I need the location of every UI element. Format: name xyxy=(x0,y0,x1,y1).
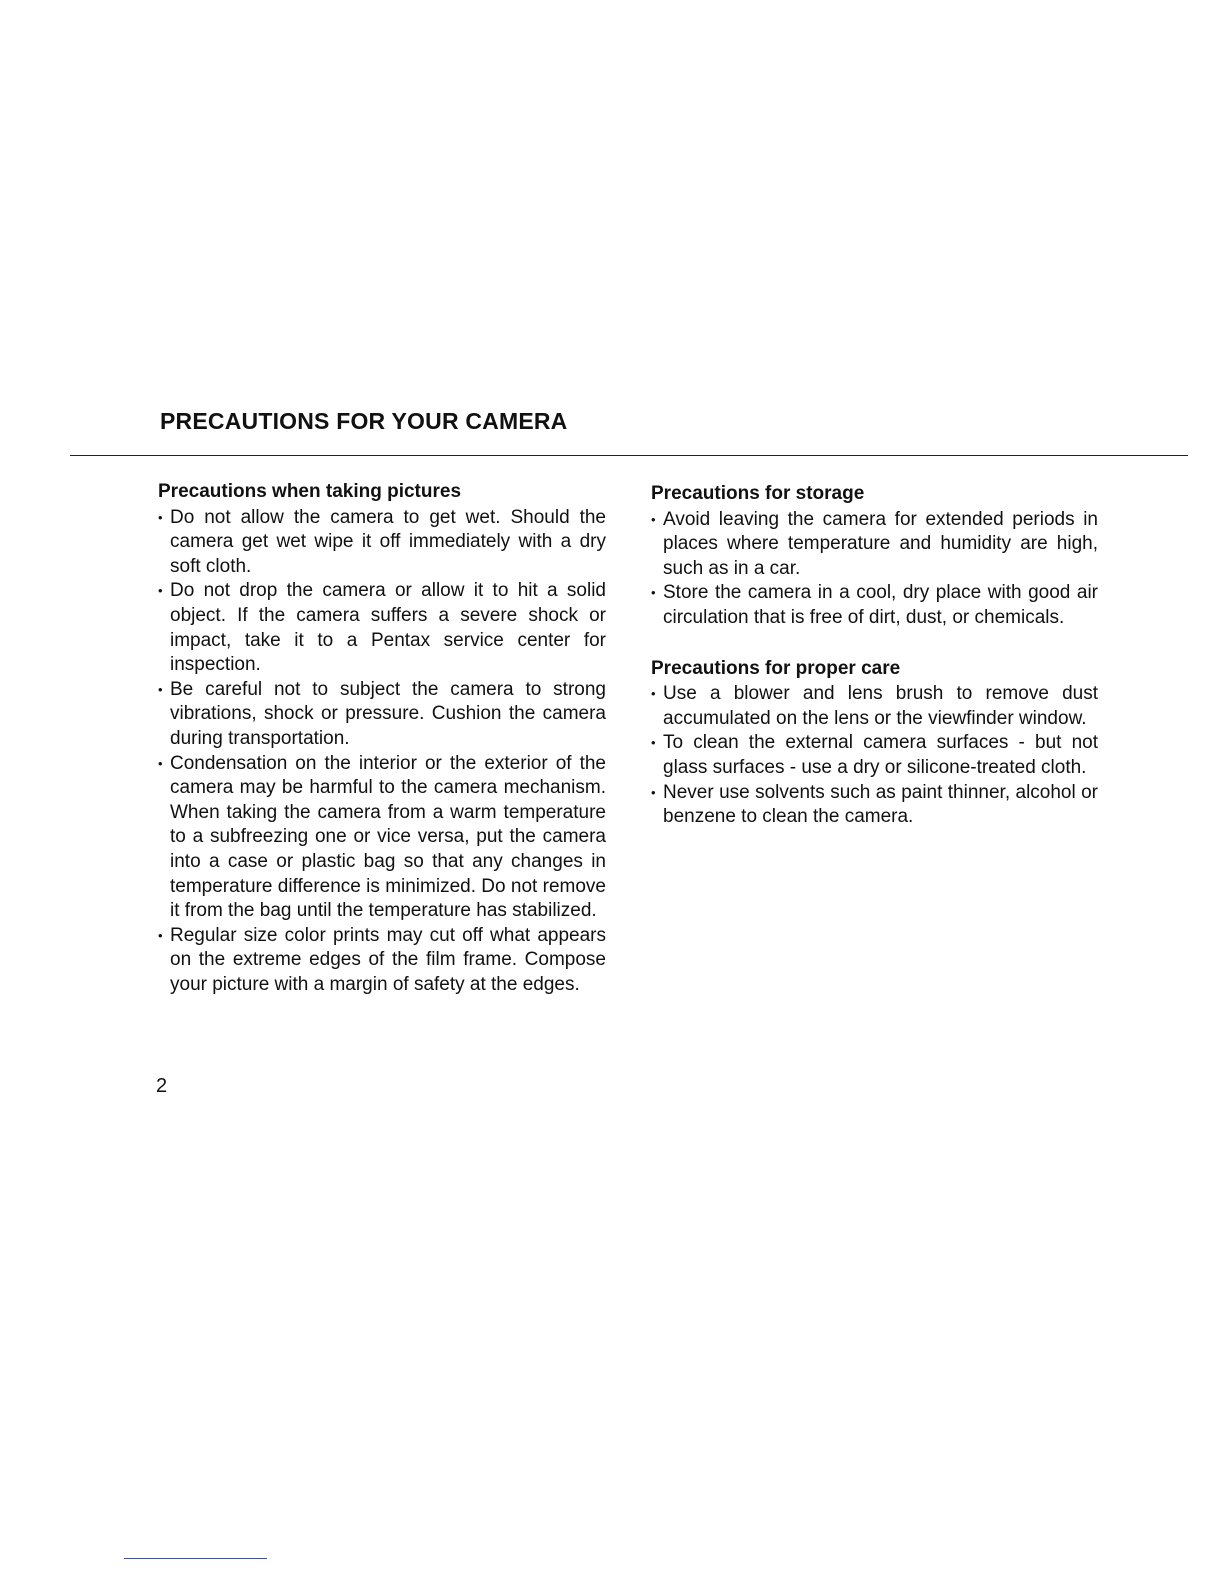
section-heading: Precautions for proper care xyxy=(651,657,901,679)
bullet-item: • To clean the external camera surfaces - but not glass surfaces - use a dry or silicone-treated cloth. xyxy=(651,731,1098,780)
section-taking-pictures xyxy=(158,480,606,997)
section-storage xyxy=(651,482,1098,631)
bullet-item: • Never use solvents such as paint thinner, alcohol or benzene to clean the camera. xyxy=(651,781,1098,830)
bullet-item: • Use a blower and lens brush to remove dust accumulated on the lens or the viewfinder window. xyxy=(651,682,1098,731)
bullet-item: • Condensation on the interior or the exterior of the camera may be harmful to the camera mechanism. When taking the camera from a warm temperature to a subfreezing one or vice versa, put the camera into a case or plastic bag so that any changes in temperature difference is minimized. Do not remove it from the bag until the temperature has stabilized. xyxy=(158,752,606,924)
bullet-list xyxy=(158,506,606,998)
bullet-list xyxy=(651,508,1098,631)
page-number: 2 xyxy=(156,1075,168,1097)
left-column xyxy=(158,480,606,1023)
section-proper-care xyxy=(651,657,1098,830)
page-title: PRECAUTIONS FOR YOUR CAMERA xyxy=(160,408,568,434)
bullet-item: • Store the camera in a cool, dry place with good air circulation that is free of dirt, dust, or chemicals. xyxy=(651,581,1098,630)
title-divider xyxy=(70,455,1188,456)
bullet-list xyxy=(651,682,1098,830)
bullet-item: • Do not allow the camera to get wet. Should the camera get wet wipe it off immediately with a dry soft cloth. xyxy=(158,506,606,580)
section-heading: Precautions when taking pictures xyxy=(158,481,462,502)
right-column xyxy=(651,482,1098,856)
bullet-item: • Do not drop the camera or allow it to hit a solid object. If the camera suffers a severe shock or impact, take it to a Pentax service center for inspection. xyxy=(158,579,606,677)
bullet-item: • Be careful not to subject the camera to strong vibrations, shock or pressure. Cushion the camera during transportation. xyxy=(158,678,606,752)
bullet-item: • Avoid leaving the camera for extended periods in places where temperature and humidity are high, such as in a car. xyxy=(651,508,1098,582)
section-heading: Precautions for storage xyxy=(651,483,865,504)
bottom-divider xyxy=(124,1558,267,1559)
bullet-item: • Regular size color prints may cut off what appears on the extreme edges of the film frame. Compose your picture with a margin of safety at the edges. xyxy=(158,924,606,998)
